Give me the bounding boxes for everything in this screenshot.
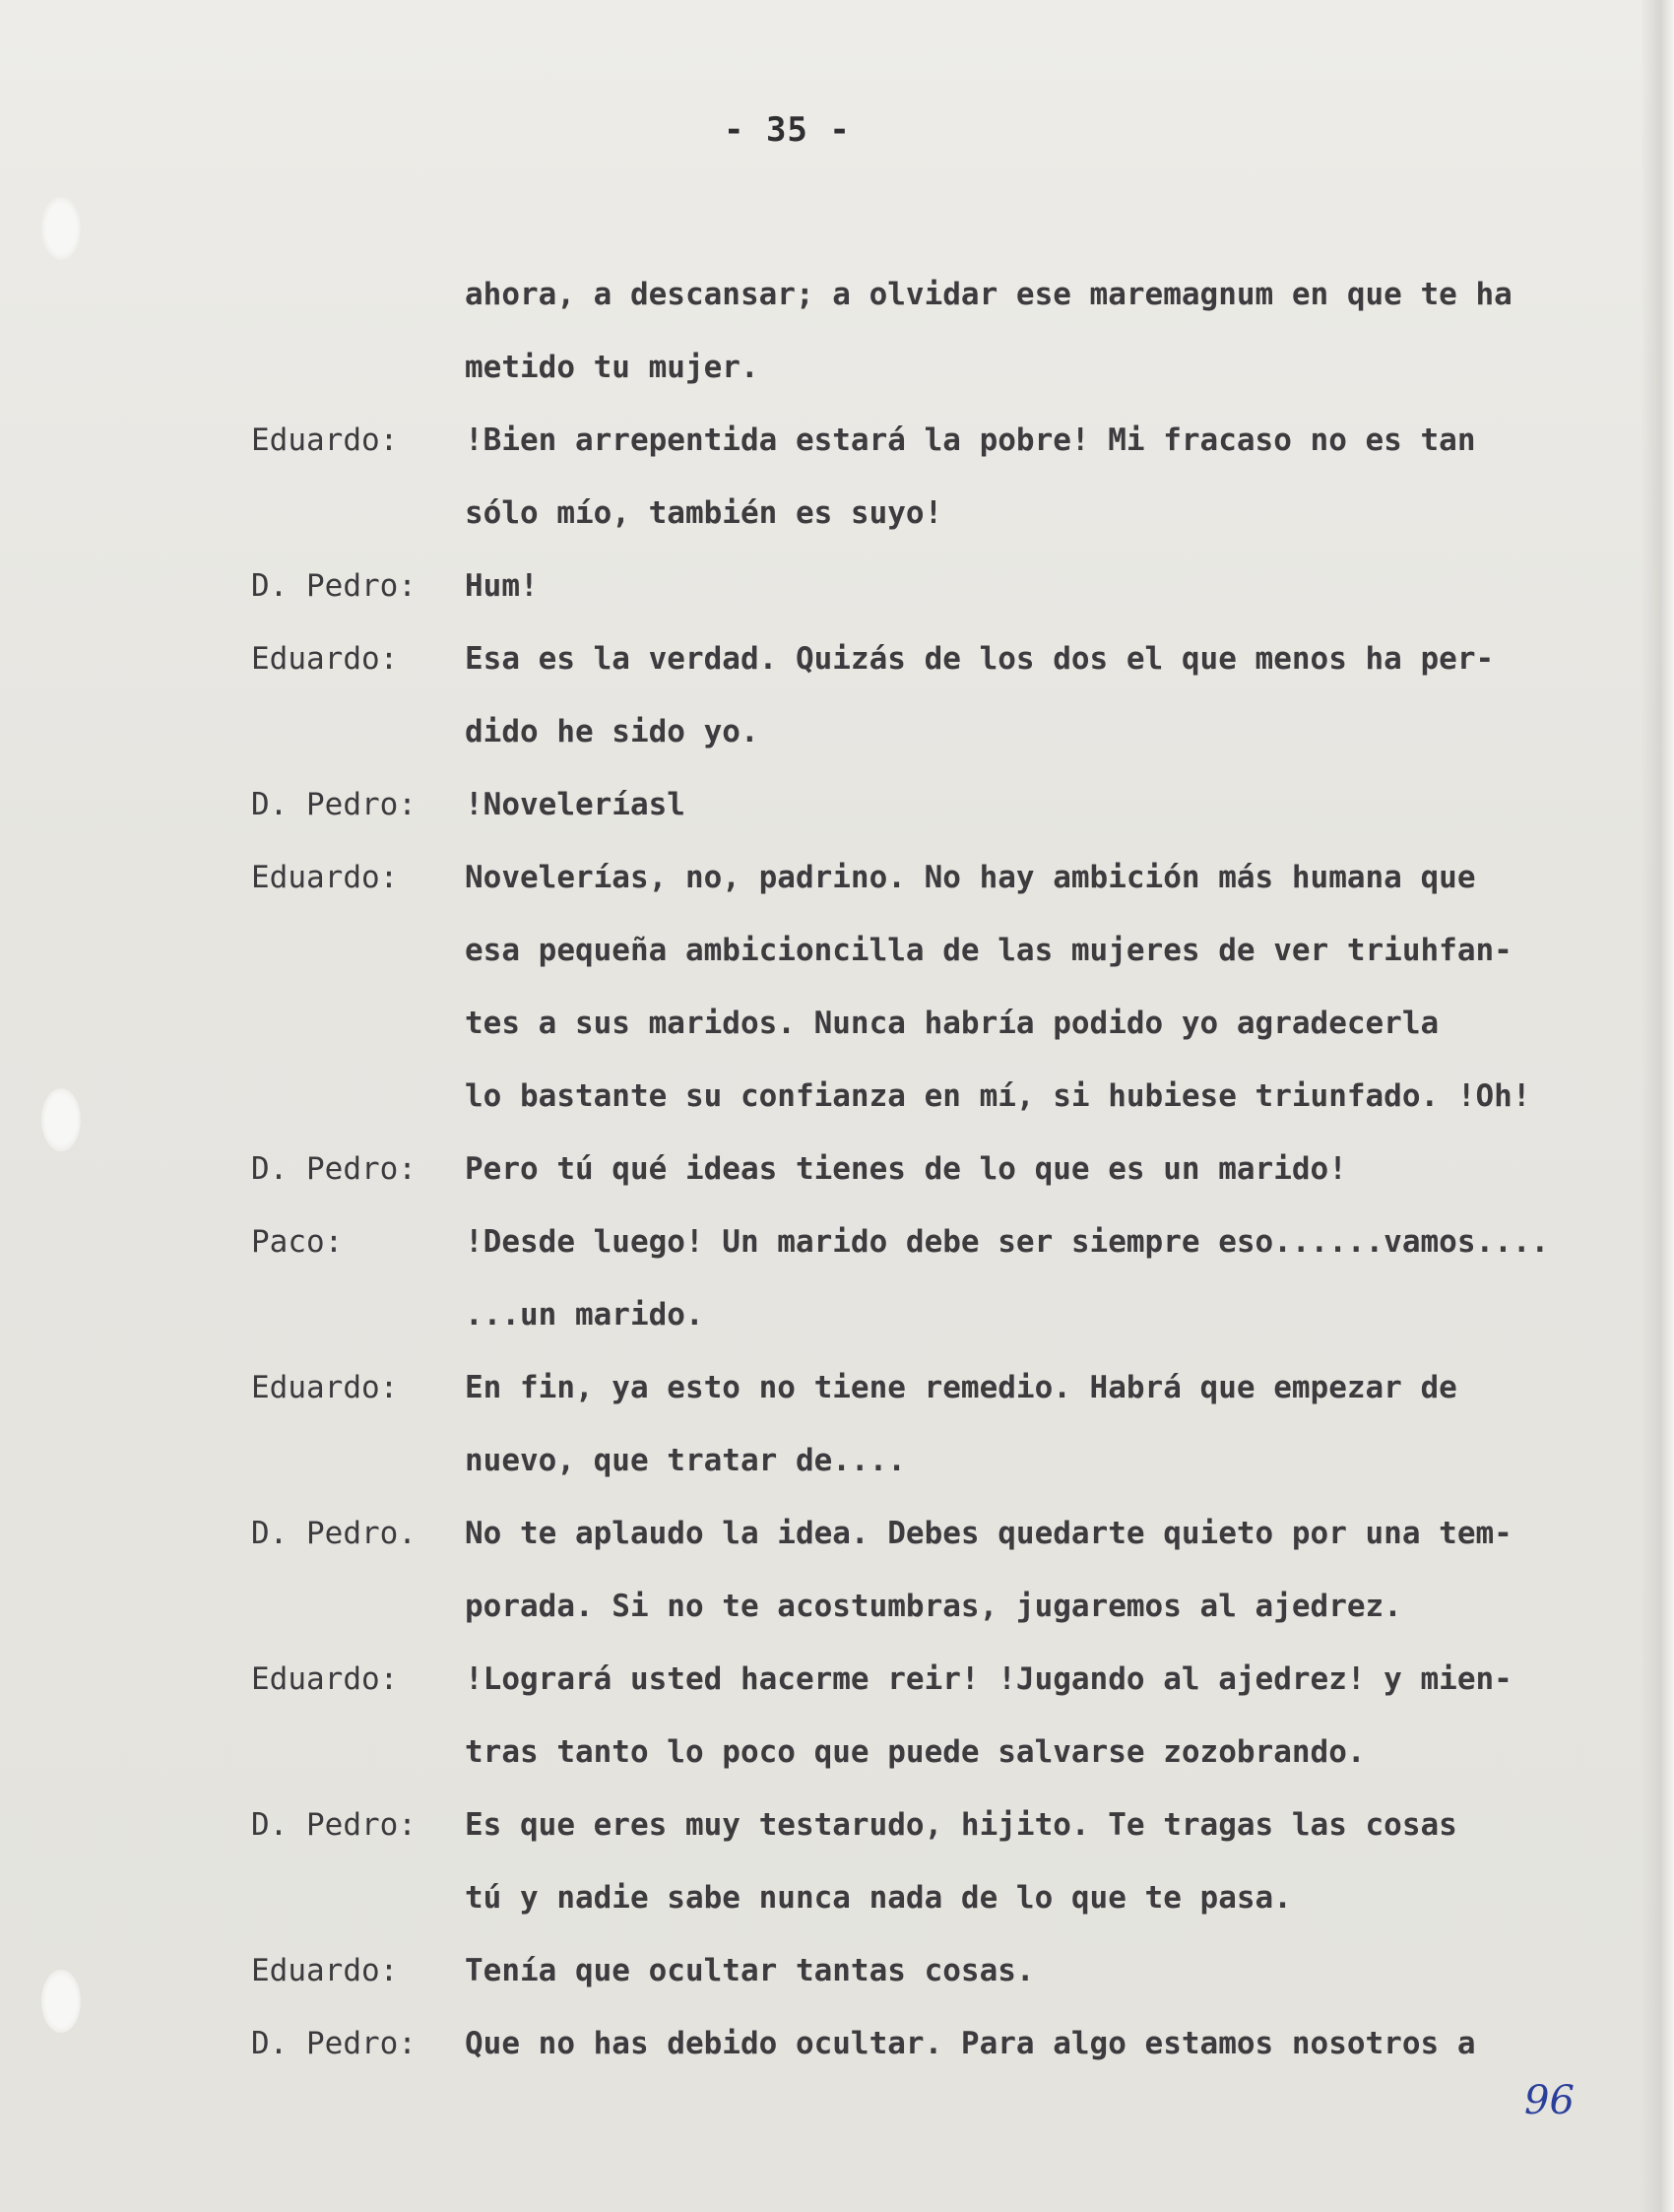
dialogue-line: Es que eres muy testarudo, hijito. Te tragas las cosas (465, 1807, 1457, 1843)
dialogue-line: Que no has debido ocultar. Para algo estamos nosotros a (465, 2026, 1476, 2061)
dialogue-block (0, 404, 1674, 550)
dialogue-block (0, 1351, 1674, 1497)
dialogue-block (0, 1643, 1674, 1789)
speaker-name: Eduardo: (251, 1953, 399, 1988)
dialogue-text (465, 841, 1646, 1133)
dialogue-line: ...un marido. (465, 1297, 704, 1333)
dialogue-line: sólo mío, también es suyo! (465, 495, 943, 531)
speaker-name: D. Pedro. (251, 1516, 417, 1551)
dialogue-line: metido tu mujer. (465, 350, 759, 385)
dialogue-text (465, 1934, 1646, 2007)
dialogue-line: !Bien arrepentida estará la pobre! Mi fracaso no es tan (465, 423, 1476, 458)
punch-hole (41, 197, 81, 260)
dialogue-text (465, 1643, 1646, 1789)
dialogue-block (0, 1497, 1674, 1643)
dialogue-text (465, 768, 1646, 841)
dialogue-line: Pero tú qué ideas tienes de lo que es un marido! (465, 1151, 1347, 1187)
dialogue-line: porada. Si no te acostumbras, jugaremos al ajedrez. (465, 1589, 1402, 1624)
dialogue-block (0, 1133, 1674, 1205)
dialogue-line: esa pequeña ambicioncilla de las mujeres de ver triuhfan- (465, 933, 1513, 968)
dialogue-line: En fin, ya esto no tiene remedio. Habrá que empezar de (465, 1370, 1457, 1405)
dialogue-block (0, 550, 1674, 622)
dialogue-text (465, 1351, 1646, 1497)
dialogue-text (465, 2007, 1646, 2080)
speaker-name: Eduardo: (251, 423, 399, 458)
page-number: - 35 - (724, 110, 851, 150)
dialogue-text (465, 404, 1646, 550)
speaker-name: Eduardo: (251, 641, 399, 677)
dialogue-text (465, 1205, 1646, 1351)
dialogue-block (0, 258, 1674, 404)
dialogue-line: tú y nadie sabe nunca nada de lo que te pasa. (465, 1880, 1292, 1916)
speaker-name: D. Pedro: (251, 787, 417, 822)
speaker-name: Eduardo: (251, 1661, 399, 1697)
dialogue-block (0, 2007, 1674, 2080)
dialogue-text (465, 550, 1646, 622)
speaker-name: D. Pedro: (251, 568, 417, 604)
dialogue-block (0, 1934, 1674, 2007)
dialogue-line: Novelerías, no, padrino. No hay ambición más humana que (465, 860, 1476, 895)
dialogue-line: lo bastante su confianza en mí, si hubiese triunfado. !Oh! (465, 1078, 1531, 1114)
dialogue-line: tes a sus maridos. Nunca habría podido yo agradecerla (465, 1006, 1440, 1041)
dialogue-line: nuevo, que tratar de.... (465, 1443, 906, 1478)
speaker-name: Eduardo: (251, 860, 399, 895)
dialogue-block (0, 1789, 1674, 1934)
dialogue-text (465, 1133, 1646, 1205)
dialogue-line: ahora, a descansar; a olvidar ese maremagnum en que te ha (465, 277, 1513, 312)
speaker-name: Paco: (251, 1224, 344, 1260)
dialogue-line: !Noveleríasl (465, 787, 685, 822)
dialogue-text (465, 258, 1646, 404)
dialogue-line: Tenía que ocultar tantas cosas. (465, 1953, 1035, 1988)
dialogue-text (465, 1497, 1646, 1643)
dialogue-line: tras tanto lo poco que puede salvarse zozobrando. (465, 1734, 1366, 1770)
dialogue-line: No te aplaudo la idea. Debes quedarte quieto por una tem- (465, 1516, 1513, 1551)
script-body (0, 258, 1674, 2080)
speaker-name: D. Pedro: (251, 1807, 417, 1843)
handwritten-folio-number: 96 (1524, 2078, 1575, 2123)
speaker-name: Eduardo: (251, 1370, 399, 1405)
dialogue-block (0, 841, 1674, 1133)
dialogue-block (0, 622, 1674, 768)
dialogue-line: !Desde luego! Un marido debe ser siempre eso......vamos.... (465, 1224, 1550, 1260)
dialogue-text (465, 622, 1646, 768)
dialogue-block (0, 1205, 1674, 1351)
speaker-name: D. Pedro: (251, 2026, 417, 2061)
dialogue-line: Hum! (465, 568, 539, 604)
dialogue-line: dido he sido yo. (465, 714, 759, 749)
dialogue-block (0, 768, 1674, 841)
speaker-name: D. Pedro: (251, 1151, 417, 1187)
dialogue-text (465, 1789, 1646, 1934)
dialogue-line: !Logrará usted hacerme reir! !Jugando al ajedrez! y mien- (465, 1661, 1513, 1697)
dialogue-line: Esa es la verdad. Quizás de los dos el que menos ha per- (465, 641, 1495, 677)
